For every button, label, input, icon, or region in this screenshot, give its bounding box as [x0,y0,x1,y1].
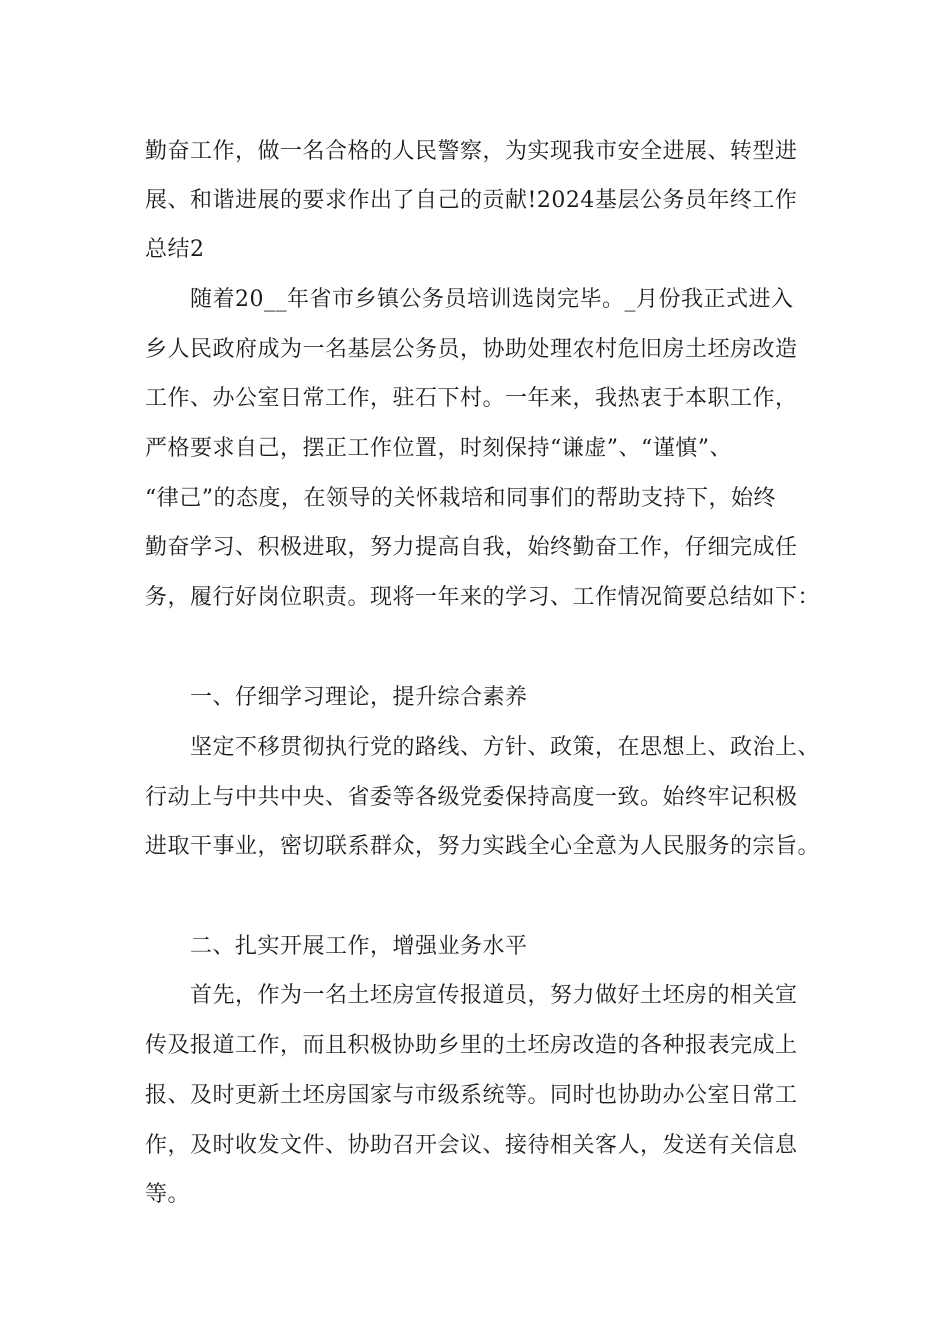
text-line: 乡人民政府成为一名基层公务员，协助处理农村危旧房土坯房改造 [145,337,798,362]
text-line: 行动上与中共中央、省委等各级党委保持高度一致。始终牢记积极 [145,785,798,810]
text-line: 传及报道工作，而且积极协助乡里的土坯房改造的各种报表完成上 [145,1033,798,1058]
text-line: 工作、办公室日常工作，驻石下村。一年来，我热衷于本职工作， [145,386,798,411]
text-line: 严格要求自己，摆正工作位置，时刻保持“谦虚”、“谨慎”、 [145,436,732,461]
paragraph-first-line: 随着20__年省市乡镇公务员培训选岗完毕。_月份我正式进入 [190,287,794,312]
paragraph-first-line: 首先，作为一名土坯房宣传报道员，努力做好土坯房的相关宣 [190,983,798,1008]
text-line: “律己”的态度，在领导的关怀栽培和同事们的帮助支持下，始终 [145,486,776,511]
text-line: 进取干事业，密切联系群众，努力实践全心全意为人民服务的宗旨。 [145,834,821,859]
text-line: 勤奋工作，做一名合格的人民警察，为实现我市安全进展、转型进 [145,139,798,164]
text-line: 作，及时收发文件、协助召开会议、接待相关客人，发送有关信息 [145,1133,798,1158]
text-line: 报、及时更新土坯房国家与市级系统等。同时也协助办公室日常工 [145,1083,798,1108]
text-line: 总结2 [145,237,205,262]
text-line: 等。 [145,1182,191,1207]
section-heading: 一、仔细学习理论，提升综合素养 [190,685,528,710]
text-line: 展、和谐进展的要求作出了自己的贡献!2024基层公务员年终工作 [145,188,798,213]
text-line: 务，履行好岗位职责。现将一年来的学习、工作情况简要总结如下： [145,585,821,610]
text-line: 勤奋学习、积极进取，努力提高自我，始终勤奋工作，仔细完成任 [145,535,798,560]
section-heading: 二、扎实开展工作，增强业务水平 [190,934,528,959]
paragraph-first-line: 坚定不移贯彻执行党的路线、方针、政策，在思想上、政治上、 [190,735,821,760]
